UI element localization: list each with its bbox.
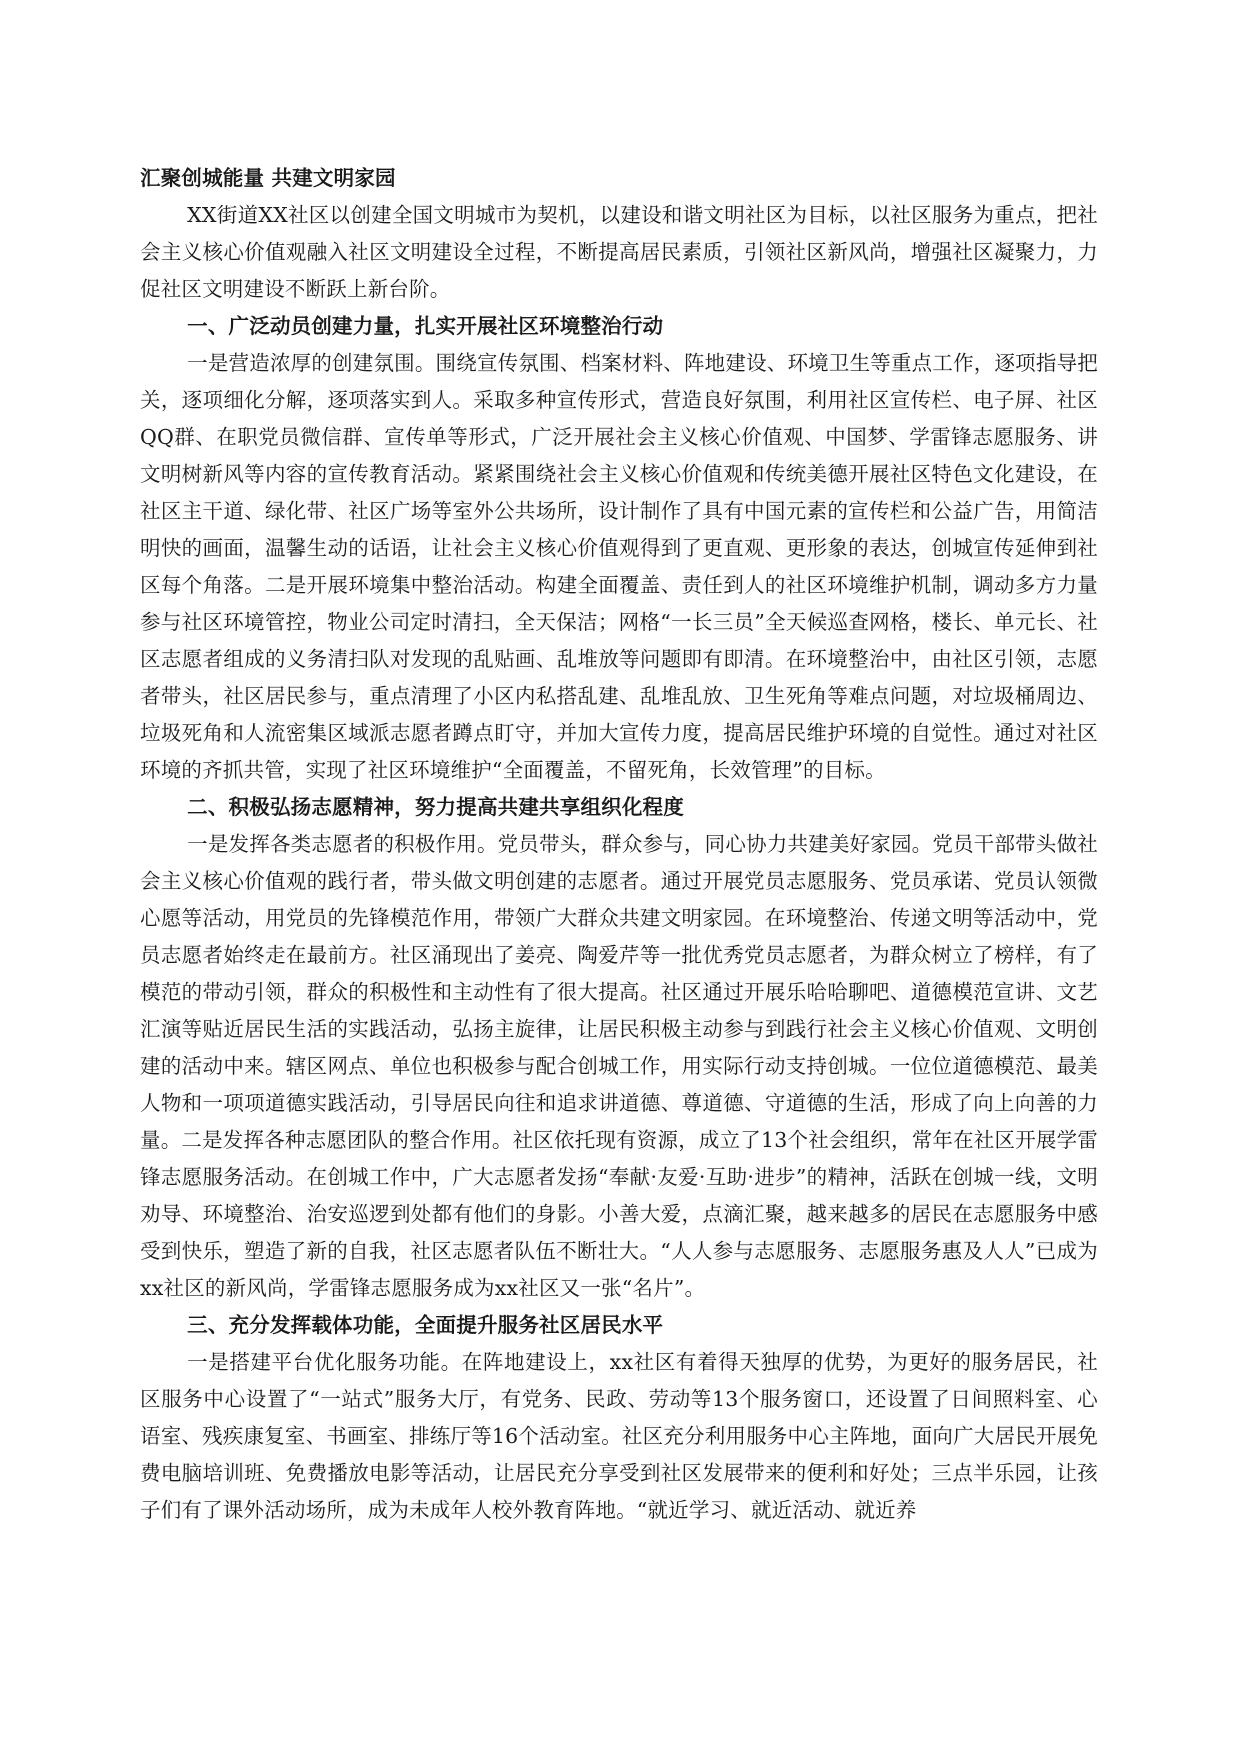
- document-body: [140, 160, 1098, 1529]
- section-body-3: 一是搭建平台优化服务功能。在阵地建设上，xx社区有着得天独厚的优势，为更好的服务居民，社区服务中心设置了“一站式”服务大厅，有党务、民政、劳动等13个服务窗口，还设置了日间照料室、心语室、残疾康复室、书画室、排练厅等16个活动室。社区充分利用服务中心主阵地，面向广大居民开展免费电脑培训班、免费播放电影等活动，让居民充分享受到社区发展带来的便利和好处；三点半乐园，让孩子们有了课外活动场所，成为未成年人校外教育阵地。“就近学习、就近活动、就近养: [140, 1350, 1098, 1522]
- document-title: 汇聚创城能量 共建文明家园: [140, 166, 396, 190]
- section-heading-3: 三、充分发挥载体功能，全面提升服务社区居民水平: [187, 1313, 664, 1337]
- intro-paragraph: XX街道XX社区以创建全国文明城市为契机，以建设和谐文明社区为目标，以社区服务为重点，把社会主义核心价值观融入社区文明建设全过程，不断提高居民素质，引领社区新风尚，增强社区凝聚力，力促社区文明建设不断跃上新台阶。: [140, 203, 1098, 301]
- section-heading-2: 二、积极弘扬志愿精神，努力提高共建共享组织化程度: [187, 795, 684, 819]
- section-body-1: 一是营造浓厚的创建氛围。围绕宣传氛围、档案材料、阵地建设、环境卫生等重点工作，逐项指导把关，逐项细化分解，逐项落实到人。采取多种宣传形式，营造良好氛围，利用社区宣传栏、电子屏、社区QQ群、在职党员微信群、宣传单等形式，广泛开展社会主义核心价值观、中国梦、学雷锋志愿服务、讲文明树新风等内容的宣传教育活动。紧紧围绕社会主义核心价值观和传统美德开展社区特色文化建设，在社区主干道、绿化带、社区广场等室外公共场所，设计制作了具有中国元素的宣传栏和公益广告，用简洁明快的画面，温馨生动的话语，让社会主义核心价值观得到了更直观、更形象的表达，创城宣传延伸到社区每个角落。二是开展环境集中整治活动。构建全面覆盖、责任到人的社区环境维护机制，调动多方力量参与社区环境管控，物业公司定时清扫，全天保洁；网格“一长三员”全天候巡查网格，楼长、单元长、社区志愿者组成的义务清扫队对发现的乱贴画、乱堆放等问题即有即清。在环境整治中，由社区引领，志愿者带头，社区居民参与，重点清理了小区内私搭乱建、乱堆乱放、卫生死角等难点问题，对垃圾桶周边、垃圾死角和人流密集区域派志愿者蹲点盯守，并加大宣传力度，提高居民维护环境的自觉性。通过对社区环境的齐抓共管，实现了社区环境维护“全面覆盖，不留死角，长效管理”的目标。: [140, 351, 1098, 782]
- section-body-2: 一是发挥各类志愿者的积极作用。党员带头，群众参与，同心协力共建美好家园。党员干部带头做社会主义核心价值观的践行者，带头做文明创建的志愿者。通过开展党员志愿服务、党员承诺、党员认领微心愿等活动，用党员的先锋模范作用，带领广大群众共建文明家园。在环境整治、传递文明等活动中，党员志愿者始终走在最前方。社区涌现出了姜亮、陶爱芹等一批优秀党员志愿者，为群众树立了榜样，有了模范的带动引领，群众的积极性和主动性有了很大提高。社区通过开展乐哈哈聊吧、道德模范宣讲、文艺汇演等贴近居民生活的实践活动，弘扬主旋律，让居民积极主动参与到践行社会主义核心价值观、文明创建的活动中来。辖区网点、单位也积极参与配合创城工作，用实际行动支持创城。一位位道德模范、最美人物和一项项道德实践活动，引导居民向往和追求讲道德、尊道德、守道德的生活，形成了向上向善的力量。二是发挥各种志愿团队的整合作用。社区依托现有资源，成立了13个社会组织，常年在社区开展学雷锋志愿服务活动。在创城工作中，广大志愿者发扬“奉献·友爱·互助·进步”的精神，活跃在创城一线，文明劝导、环境整治、治安巡逻到处都有他们的身影。小善大爱，点滴汇聚，越来越多的居民在志愿服务中感受到快乐，塑造了新的自我，社区志愿者队伍不断壮大。“人人参与志愿服务、志愿服务惠及人人”已成为xx社区的新风尚，学雷锋志愿服务成为xx社区又一张“名片”。: [140, 832, 1098, 1300]
- section-heading-1: 一、广泛动员创建力量，扎实开展社区环境整治行动: [187, 314, 664, 338]
